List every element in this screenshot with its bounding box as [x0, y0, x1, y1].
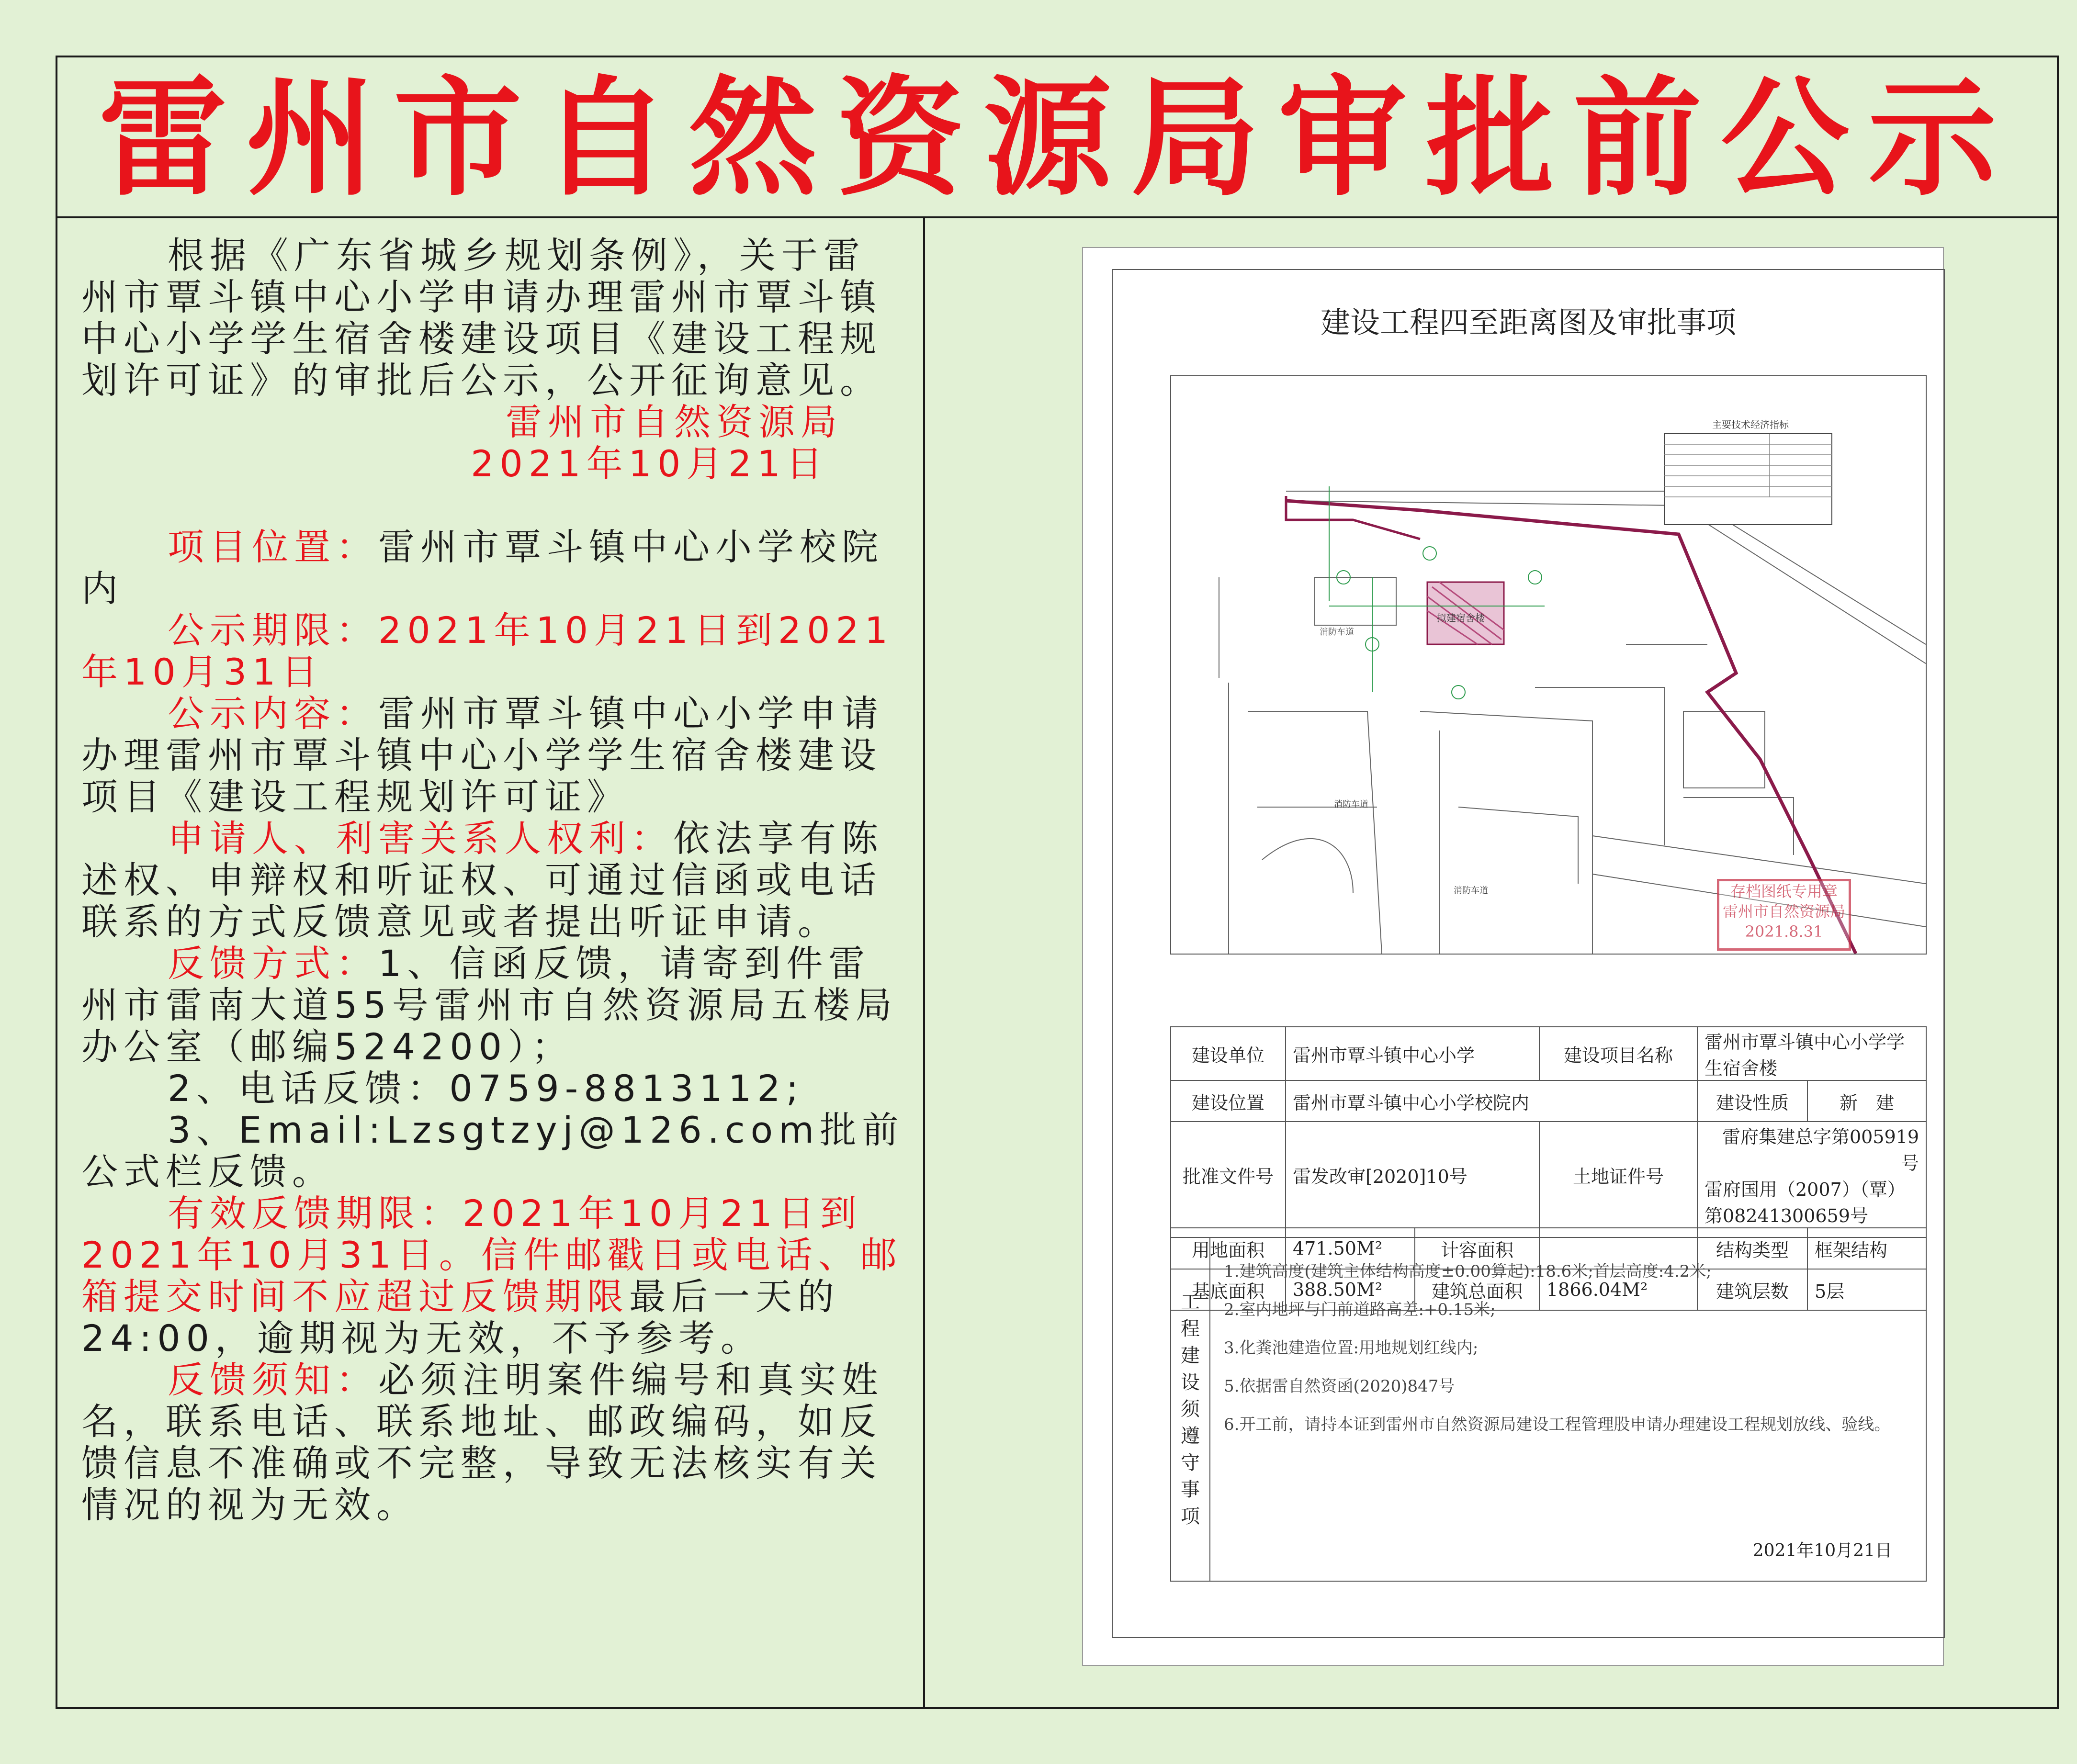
drawing-title: 建设工程四至距离图及审批事项: [1320, 305, 1736, 340]
valid-period-item: 有效反馈期限：2021年10月21日到2021年10月31日。信件邮戳日或电话、邮箱提交时间不应超过反馈期限最后一天的24:00，逾期视为无效，不予参考。: [81, 1192, 903, 1360]
notes-label-char: 设: [1181, 1371, 1200, 1393]
base-label: 基底面积: [1171, 1269, 1286, 1310]
notes-label: [1171, 1238, 1210, 1581]
notes-list: [1224, 1252, 1913, 1444]
doc-label: 批准文件号: [1171, 1122, 1286, 1228]
drawing-border: [1112, 269, 1945, 1638]
indicator-table: [1664, 434, 1832, 525]
struct-label: 结构类型: [1697, 1228, 1807, 1269]
notes-label-char: 项: [1181, 1506, 1200, 1528]
far-label: 计容面积: [1415, 1228, 1539, 1269]
site-value: 雷州市覃斗镇中心小学校院内: [1286, 1080, 1697, 1122]
issue-date: 2021年10月21日: [471, 442, 828, 485]
project-label: 建设项目名称: [1539, 1027, 1697, 1080]
note-item: 5.依据雷自然资函(2020)847号: [1224, 1377, 1455, 1396]
road-label-1: 消防车道: [1320, 627, 1354, 637]
total-value: 1866.04M²: [1539, 1269, 1697, 1310]
notes-label-char: 程: [1181, 1318, 1200, 1340]
note-item: 2.室内地坪与门前道路高差:+0.15米;: [1224, 1300, 1496, 1319]
feedback-notice-item: 反馈须知：必须注明案件编号和真实姓名，联系电话、联系地址、邮政编码，如反馈信息不准确或不完整，导致无法核实有关情况的视为无效。: [81, 1359, 884, 1526]
notes-label-char: 建: [1181, 1345, 1200, 1367]
nature-label: 建设性质: [1697, 1080, 1807, 1122]
nature-value: 新 建: [1807, 1080, 1926, 1122]
site-plan-svg: [1171, 376, 1926, 954]
notes-label-char: 遵: [1181, 1425, 1200, 1447]
location-item: 项目位置：雷州市覃斗镇中心小学校院内: [81, 526, 884, 610]
road-label-3: 消防车道: [1454, 886, 1488, 896]
drawing-sheet: [1082, 247, 1944, 1666]
note-item: 6.开工前，请持本证到雷州市自然资源局建设工程管理股申请办理建设工程规划放线、验线。: [1224, 1415, 1891, 1434]
note-item: 3.化粪池建造位置:用地规划红线内;: [1224, 1338, 1479, 1358]
floors-label: 建筑层数: [1697, 1269, 1807, 1310]
page-title: 雷州市自然资源局审批前公示: [99, 64, 2016, 213]
doc-value: 雷发改审[2020]10号: [1286, 1122, 1539, 1228]
notes-label-char: 须: [1181, 1398, 1200, 1420]
drawing-date: 2021年10月21日: [1752, 1541, 1892, 1561]
site-label: 建设位置: [1171, 1080, 1286, 1122]
feedback-item: 反馈方式：1、信函反馈，请寄到件雷州市雷南大道55号雷州市自然资源局五楼局办公室（邮编524200）；: [81, 942, 898, 1068]
total-label: 建筑总面积: [1415, 1269, 1539, 1310]
archive-stamp: 存档图纸专用章 雷州市自然资源局 2021.8.31: [1717, 879, 1851, 951]
notes-label-char: 守: [1181, 1452, 1200, 1474]
land-label: 土地证件号: [1539, 1122, 1697, 1228]
issuer: 雷州市自然资源局: [506, 401, 843, 443]
note-item: 1.建筑高度(建筑主体结构高度±0.00算起):18.6米;首层高度:4.2米;: [1224, 1262, 1712, 1281]
road-label-2: 消防车道: [1334, 799, 1368, 809]
indicator-table-title: 主要技术经济指标: [1712, 419, 1789, 430]
struct-value: 框架结构: [1807, 1228, 1926, 1269]
notes-label-char: 工: [1181, 1291, 1200, 1313]
area-value: 471.50M²: [1286, 1228, 1415, 1269]
content-item: 公示内容：雷州市覃斗镇中心小学申请办理雷州市覃斗镇中心小学学生宿舍楼建设项目《建设工程规划许可证》: [81, 692, 884, 818]
land-value: 雷府集建总字第005919号 雷府国用（2007）（覃）第08241300659号: [1697, 1122, 1926, 1228]
base-value: 388.50M²: [1286, 1269, 1415, 1310]
notes-label-char: 事: [1181, 1479, 1200, 1501]
period-item: 公示期限：2021年10月21日到2021年10月31日: [81, 609, 894, 693]
unit-value: 雷州市覃斗镇中心小学: [1286, 1027, 1539, 1080]
rights-item: 申请人、利害关系人权利：依法享有陈述权、申辩权和听证权、可通过信函或电话联系的方式反馈意见或者提出听证申请。: [81, 817, 884, 943]
unit-label: 建设单位: [1171, 1027, 1286, 1080]
area-label: 用地面积: [1171, 1228, 1286, 1269]
building-label: 拟建宿舍楼: [1437, 612, 1485, 624]
notice-text: [81, 235, 905, 1526]
site-plan-map: [1170, 375, 1927, 955]
construction-notes: [1170, 1237, 1927, 1582]
feedback-email: 3、Email:Lzsgtzyj@126.com批前公式栏反馈。: [81, 1109, 904, 1193]
feedback-phone: 2、电话反馈：0759-8813112;: [168, 1067, 804, 1110]
floors-value: 5层: [1807, 1269, 1926, 1310]
project-value: 雷州市覃斗镇中心小学学生宿舍楼: [1697, 1027, 1926, 1080]
header-divider: [56, 216, 2059, 218]
column-divider: [923, 216, 925, 1709]
intro-paragraph: 根据《广东省城乡规划条例》，关于雷州市覃斗镇中心小学申请办理雷州市覃斗镇中心小学学生宿舍楼建设项目《建设工程规划许可证》的审批后公示，公开征询意见。: [81, 234, 882, 402]
